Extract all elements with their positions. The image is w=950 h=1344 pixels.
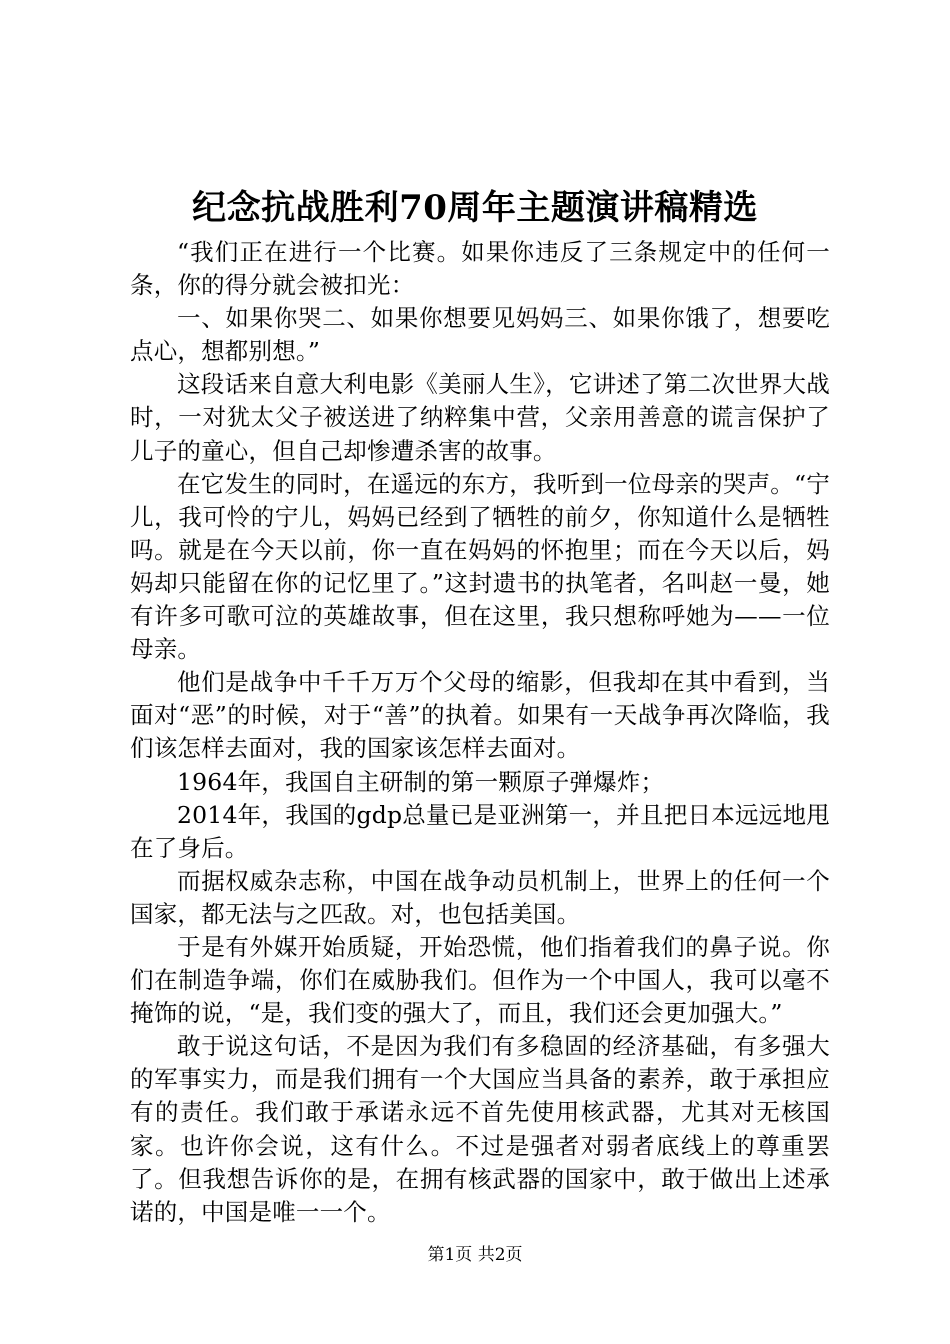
paragraph: “我们正在进行一个比赛。如果你违反了三条规定中的任何一条，你的得分就会被扣光： — [130, 238, 830, 300]
document-body — [130, 236, 830, 1229]
paragraph: 于是有外媒开始质疑，开始恐慌，他们指着我们的鼻子说。你们在制造争端，你们在威胁我们。但作为一个中国人，我可以毫不掩饰的说，“是，我们变的强大了，而且，我们还会更加强大。” — [130, 932, 830, 1028]
paragraph: 他们是战争中千千万万个父母的缩影，但我却在其中看到，当面对“恶”的时候，对于“善”的执着。如果有一天战争再次降临，我们该怎样去面对，我的国家该怎样去面对。 — [130, 668, 830, 763]
paragraph: 这段话来自意大利电影《美丽人生》，它讲述了第二次世界大战时，一对犹太父子被送进了纳粹集中营，父亲用善意的谎言保护了儿子的童心，但自己却惨遭杀害的故事。 — [130, 370, 830, 465]
page-number-footer: 第1页 共2页 — [427, 1245, 523, 1265]
paragraph: 2014年，我国的gdp总量已是亚洲第一，并且把日本远远地甩在了身后。 — [130, 800, 830, 862]
paragraph: 1964年，我国自主研制的第一颗原子弹爆炸； — [177, 767, 665, 796]
paragraph: 而据权威杂志称，中国在战争动员机制上，世界上的任何一个国家，都无法与之匹敌。对，也包括美国。 — [130, 866, 830, 928]
paragraph: 敢于说这句话，不是因为我们有多稳固的经济基础，有多强大的军事实力，而是我们拥有一个大国应当具备的素养，敢于承担应有的责任。我们敢于承诺永远不首先使用核武器，尤其对无核国家。也许你会说，这有什么。不过是强者对弱者底线上的尊重罢了。但我想告诉你的是，在拥有核武器的国家中，敢于做出上述承诺的，中国是唯一一个。 — [130, 1032, 830, 1226]
paragraph: 一、如果你哭二、如果你想要见妈妈三、如果你饿了，想要吃点心，想都别想。” — [130, 304, 830, 366]
paragraph: 在它发生的同时，在遥远的东方，我听到一位母亲的哭声。“宁儿，我可怜的宁儿，妈妈已经到了牺牲的前夕，你知道什么是牺牲吗。就是在今天以前，你一直在妈妈的怀抱里；而在今天以后，妈妈却只能留在你的记忆里了。”这封遗书的执笔者，名叫赵一曼，她有许多可歌可泣的英雄故事，但在这里，我只想称呼她为——一位母亲。 — [130, 469, 830, 664]
document-title: 纪念抗战胜利70周年主题演讲稿精选 — [192, 188, 758, 228]
